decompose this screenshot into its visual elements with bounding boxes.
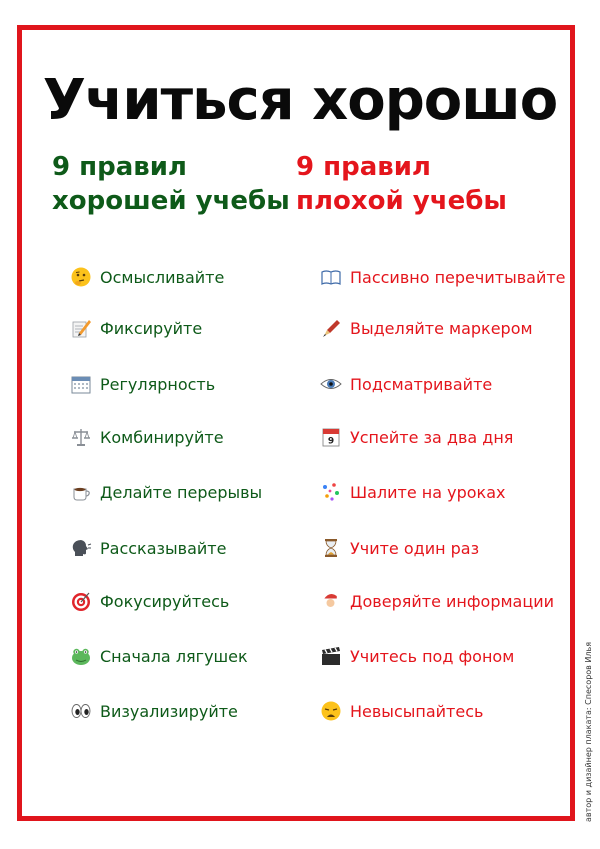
marker-icon xyxy=(318,316,344,340)
bad-rule-label: Выделяйте маркером xyxy=(350,318,533,338)
good-rule-item xyxy=(68,313,202,343)
good-rule-item xyxy=(68,369,215,399)
bad-rule-label: Учите один раз xyxy=(350,538,480,558)
clapperboard-icon xyxy=(318,644,344,668)
good-rule-label: Осмысливайте xyxy=(100,267,225,287)
bad-rule-item xyxy=(318,422,513,452)
target-icon xyxy=(68,589,94,613)
confetti-icon xyxy=(318,480,344,504)
good-rule-item xyxy=(68,262,224,292)
bad-rules-heading xyxy=(296,150,507,218)
balance-scale-icon xyxy=(68,425,94,449)
good-rule-label: Фиксируйте xyxy=(100,318,203,338)
santa-icon xyxy=(318,589,344,613)
bad-rule-label: Успейте за два дня xyxy=(350,427,514,447)
bad-rule-item xyxy=(318,586,554,616)
open-book-icon xyxy=(318,265,344,289)
bad-heading-line2: плохой учебы xyxy=(296,186,507,216)
good-heading-line2: хорошей учебы xyxy=(52,186,290,216)
good-rule-label: Фокусируйтесь xyxy=(100,591,230,611)
poster-title: Учиться хорошо xyxy=(42,68,558,133)
tired-face-icon xyxy=(318,699,344,723)
good-rule-item xyxy=(68,533,226,563)
good-rule-label: Делайте перерывы xyxy=(100,482,263,502)
bad-heading-line1: 9 правил xyxy=(296,152,431,182)
svg-text:9: 9 xyxy=(327,436,335,447)
bad-rule-item xyxy=(318,696,483,726)
bad-rule-item xyxy=(318,369,492,399)
calendar-icon xyxy=(68,372,94,396)
bad-rule-label: Доверяйте информации xyxy=(350,591,555,611)
hourglass-icon xyxy=(318,536,344,560)
bad-rule-label: Невысыпайтесь xyxy=(350,701,484,721)
speaking-head-icon xyxy=(68,536,94,560)
bad-rule-item xyxy=(318,313,533,343)
bad-rule-label: Шалите на уроках xyxy=(350,482,506,502)
author-credit: автор и дизайнер плаката: Спесоров Илья xyxy=(584,641,593,822)
good-rules-heading xyxy=(52,150,290,218)
good-rule-label: Комбинируйте xyxy=(100,427,224,447)
good-rule-label: Рассказывайте xyxy=(100,538,227,558)
frog-icon xyxy=(68,644,94,668)
thinking-face-icon xyxy=(68,265,94,289)
good-rule-item xyxy=(68,696,238,726)
good-heading-line1: 9 правил xyxy=(52,152,187,182)
memo-pencil-icon xyxy=(68,316,94,340)
good-rule-label: Визуализируйте xyxy=(100,701,238,721)
bad-rule-item xyxy=(318,477,506,507)
eyes-icon xyxy=(68,699,94,723)
good-rule-item xyxy=(68,586,229,616)
bad-rule-item xyxy=(318,641,514,671)
bad-rule-label: Подсматривайте xyxy=(350,374,493,394)
good-rule-item xyxy=(68,641,248,671)
eye-icon xyxy=(318,372,344,396)
bad-rule-label: Пассивно перечитывайте xyxy=(350,267,566,287)
good-rule-item xyxy=(68,477,262,507)
good-rule-label: Регулярность xyxy=(100,374,216,394)
coffee-cup-icon xyxy=(68,480,94,504)
good-rule-label: Сначала лягушек xyxy=(100,646,248,666)
calendar-9-icon xyxy=(318,425,344,449)
bad-rule-item xyxy=(318,262,566,292)
good-rule-item xyxy=(68,422,224,452)
bad-rule-item xyxy=(318,533,479,563)
bad-rule-label: Учитесь под фоном xyxy=(350,646,515,666)
